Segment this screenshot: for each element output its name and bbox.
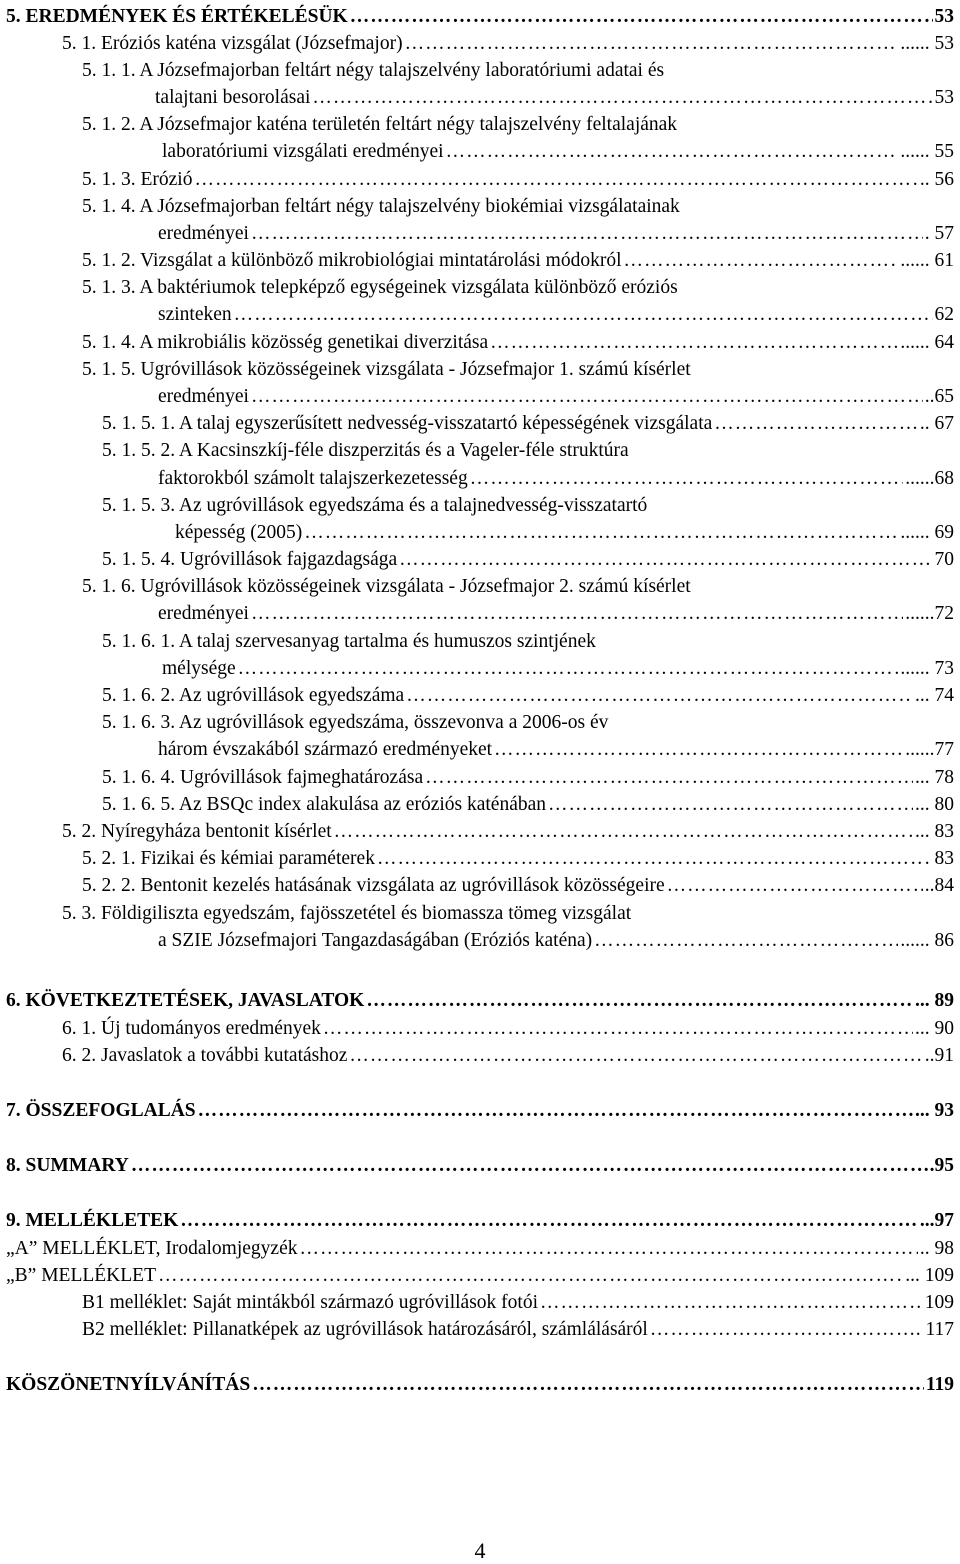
toc-entry: [0, 466, 960, 492]
toc-entry: [0, 4, 960, 30]
toc-entry-page: 70: [934, 549, 954, 570]
toc-entry: [0, 357, 960, 383]
toc-entry-page: ... 83: [915, 821, 954, 842]
toc-entry-title: 6. 2. Javaslatok a további kutatáshoz: [62, 1045, 348, 1066]
toc-entry-title: 5. 2. 2. Bentonit kezelés hatásának vizsgálata az ugróvillások közösségeire: [82, 875, 665, 896]
toc-leader-dots: [470, 466, 904, 492]
toc-entry-page: ... 93: [915, 1100, 954, 1121]
toc-entry-title: 5. 2. Nyíregyháza bentonit kísérlet: [62, 821, 332, 842]
toc-leader-dots: [234, 302, 933, 328]
toc-entry-title: talajtani besorolásai: [155, 87, 311, 108]
toc-entry: [0, 737, 960, 763]
toc-entry: [0, 1317, 960, 1343]
toc-leader-dots: [180, 1208, 918, 1234]
toc-entry: [0, 846, 960, 872]
toc-entry-title: 5. 1. 6. 2. Az ugróvillások egyedszáma: [102, 685, 405, 706]
toc-leader-dots: [251, 384, 923, 410]
toc-leader-dots: [406, 683, 913, 709]
toc-entry-title: eredményei: [158, 223, 249, 244]
toc-leader-dots: [446, 139, 899, 165]
toc-entry-title: eredményei: [158, 603, 249, 624]
toc-leader-dots: [594, 928, 898, 954]
toc-leader-dots: [494, 737, 903, 763]
toc-entry-page: ...... 64: [900, 332, 954, 353]
toc-entry-page: ... 89: [915, 990, 954, 1011]
toc-leader-dots: [624, 248, 899, 274]
toc-entry: [0, 58, 960, 84]
toc-leader-dots: [252, 1372, 924, 1398]
toc-leader-dots: [323, 1016, 913, 1042]
toc-entry-title: 5. 1. 2. A Józsefmajor katéna területén feltárt négy talajszelvény feltalajának: [82, 114, 678, 135]
toc-entry-title: képesség (2005): [175, 522, 303, 543]
toc-entry-title: 5. 2. 1. Fizikai és kémiai paraméterek: [82, 848, 375, 869]
toc-entry-title: laboratóriumi vizsgálati eredményei: [162, 141, 444, 162]
toc-leader-dots: [251, 601, 903, 627]
toc-entry-page: ... 109: [905, 1265, 954, 1286]
toc-leader-dots: [304, 520, 898, 546]
toc-entry: [0, 1043, 960, 1069]
toc-entry-page: ... 78: [915, 767, 954, 788]
toc-entry: [0, 1372, 960, 1398]
toc-leader-dots: [405, 31, 899, 57]
toc-entry-page: ...... 73: [900, 658, 954, 679]
toc-entry: [0, 167, 960, 193]
toc-leader-dots: [714, 411, 918, 437]
toc-entry: [0, 765, 960, 791]
toc-leader-dots: [198, 1098, 913, 1124]
toc-leader-dots: [131, 1153, 928, 1179]
toc-leader-dots: [238, 656, 899, 682]
toc-entry-page: ..91: [924, 1045, 954, 1066]
toc-entry: [0, 302, 960, 328]
toc-leader-dots: [650, 1317, 914, 1343]
toc-entry: [0, 1016, 960, 1042]
toc-entry-title: 5. 1. 5. 2. A Kacsinszkíj-féle diszperzitás és a Vageler-féle struktúra: [102, 440, 629, 461]
toc-entry: [0, 31, 960, 57]
toc-leader-dots: [548, 792, 913, 818]
page-number: 4: [474, 1538, 486, 1563]
toc-entry-page: ...... 86: [900, 930, 954, 951]
toc-entry-page: .95: [929, 1155, 954, 1176]
toc-leader-dots: [349, 1043, 922, 1069]
toc-leader-dots: [299, 1236, 917, 1262]
toc-entry-title: 5. 1. 4. A Józsefmajorban feltárt négy talajszelvény biokémiai vizsgálatainak: [82, 196, 680, 217]
toc-leader-dots: [350, 4, 933, 30]
toc-entry-title: 5. 1. 3. Erózió: [82, 169, 193, 190]
toc-entry-page: ... 90: [915, 1018, 954, 1039]
toc-entry-page: ... 74: [915, 685, 954, 706]
toc-entry-page: ...97: [919, 1210, 954, 1231]
toc-entry: [0, 601, 960, 627]
toc-entry: [0, 710, 960, 736]
toc-entry-title: 5. 1. 6. 3. Az ugróvillások egyedszáma, összevonva a 2006-os év: [102, 712, 609, 733]
toc-entry-title: szinteken: [158, 304, 232, 325]
toc-entry-title: 5. 1. Eróziós katéna vizsgálat (Józsefmajor): [62, 33, 403, 54]
toc-entry-page: ..84: [924, 875, 954, 896]
toc-entry-page: 53: [934, 87, 954, 108]
toc-entry-title: 5. 1. 2. Vizsgálat a különböző mikrobiológiai mintatárolási módokról: [82, 250, 622, 271]
toc-entry-title: B2 melléklet: Pillanatképek az ugróvillások határozásáról, számlálásáról: [82, 1319, 648, 1340]
toc-entry: [0, 988, 960, 1014]
toc-entry-title: 5. 1. 5. 4. Ugróvillások fajgazdagsága: [102, 549, 398, 570]
toc-entry-page: 62: [934, 304, 954, 325]
toc-entry-page: . 117: [915, 1319, 954, 1340]
toc-entry-title: B1 melléklet: Saját mintákból származó ugróvillások fotói: [82, 1292, 538, 1313]
toc-entry: [0, 411, 960, 437]
toc-entry: [0, 901, 960, 927]
toc-entry-page: ...... 55: [900, 141, 954, 162]
toc-leader-dots: [540, 1290, 923, 1316]
toc-entry-page: ......77: [905, 739, 954, 760]
toc-entry: [0, 139, 960, 165]
toc-entry-title: 7. ÖSSZEFOGLALÁS: [6, 1100, 196, 1121]
toc-entry-title: „A” MELLÉKLET, Irodalomjegyzék: [6, 1238, 298, 1259]
toc-entry: [0, 493, 960, 519]
toc-entry-page: ......72: [905, 603, 954, 624]
toc-entry-title: 5. 1. 3. A baktériumok telepképző egységeinek vizsgálata különböző eróziós: [82, 277, 678, 298]
toc-entry: [0, 1290, 960, 1316]
toc-entry: [0, 1208, 960, 1234]
toc-entry-page: ...... 53: [900, 33, 954, 54]
toc-entry: [0, 1263, 960, 1289]
toc-leader-dots: [377, 846, 923, 872]
toc-entry: [0, 792, 960, 818]
toc-entry-title: 8. SUMMARY: [6, 1155, 129, 1176]
toc-entry-title: 5. 1. 6. 4. Ugróvillások fajmeghatározása: [102, 767, 424, 788]
toc-entry: [0, 928, 960, 954]
toc-entry-page: ...... 69: [900, 522, 954, 543]
toc-entry-title: 5. 1. 5. 3. Az ugróvillások egyedszáma és a talajnedvesség-visszatartó: [102, 495, 648, 516]
toc-entry: [0, 194, 960, 220]
toc-entry-title: 5. 1. 6. Ugróvillások közösségeinek vizsgálata - Józsefmajor 2. számú kísérlet: [82, 576, 691, 597]
toc-entry: [0, 629, 960, 655]
toc-entry: [0, 574, 960, 600]
toc-entry: [0, 819, 960, 845]
toc-entry-page: ..65: [924, 386, 954, 407]
toc-entry-page: 109: [924, 1292, 954, 1313]
toc-entry: [0, 275, 960, 301]
toc-entry-title: „B” MELLÉKLET: [6, 1265, 156, 1286]
toc-entry-page: 119: [925, 1374, 954, 1395]
toc-entry-page: .. 67: [919, 413, 954, 434]
toc-leader-dots: [251, 221, 923, 247]
toc-entry: [0, 873, 960, 899]
toc-entry-title: 5. 3. Földigiliszta egyedszám, fajösszetétel és biomassza tömeg vizsgálat: [62, 903, 632, 924]
toc-entry: [0, 1098, 960, 1124]
toc-entry-title: 5. 1. 6. 5. Az BSQc index alakulása az eróziós katénában: [102, 794, 547, 815]
toc-entry-title: faktorokból számolt talajszerkezetesség: [158, 468, 468, 489]
toc-leader-dots: [490, 330, 898, 356]
toc-entry-title: három évszakából származó eredményeket: [158, 739, 493, 760]
toc-entry: [0, 85, 960, 111]
toc-entry-title: eredményei: [158, 386, 249, 407]
toc-entry-title: 6. 1. Új tudományos eredmények: [62, 1018, 321, 1039]
toc-entry: [0, 438, 960, 464]
toc-leader-dots: [667, 873, 923, 899]
toc-entry: [0, 683, 960, 709]
toc-entry-page: .. 98: [919, 1238, 954, 1259]
toc-entry: [0, 248, 960, 274]
toc-leader-dots: [312, 85, 932, 111]
toc-entry: [0, 547, 960, 573]
toc-entry: [0, 520, 960, 546]
toc-entry-title: 5. 1. 6. 1. A talaj szervesanyag tartalma és humuszos szintjének: [102, 631, 596, 652]
toc-entry: [0, 656, 960, 682]
toc-leader-dots: [425, 765, 913, 791]
toc-entry-page: ......68: [905, 468, 954, 489]
toc-entry-title: mélysége: [162, 658, 236, 679]
toc-leader-dots: [158, 1263, 903, 1289]
toc-entry-title: 6. KÖVETKEZTETÉSEK, JAVASLATOK: [6, 990, 365, 1011]
toc-entry: [0, 112, 960, 138]
toc-entry-title: 9. MELLÉKLETEK: [6, 1210, 179, 1231]
toc-entry: [0, 1153, 960, 1179]
toc-leader-dots: [366, 988, 913, 1014]
toc-entry-page: ...... 61: [900, 250, 954, 271]
toc-entry-title: 5. 1. 1. A Józsefmajorban feltárt négy talajszelvény laboratóriumi adatai és: [82, 60, 665, 81]
toc-entry-page: 53: [934, 6, 954, 27]
toc-entry-title: 5. 1. 4. A mikrobiális közösség genetikai diverzitása: [82, 332, 489, 353]
toc-entry-title: 5. 1. 5. 1. A talaj egyszerűsített nedvesség-visszatartó képességének vizsgálata: [102, 413, 713, 434]
toc-entry-title: a SZIE Józsefmajori Tangazdaságában (Eróziós katéna): [158, 930, 593, 951]
toc-entry-page: . 57: [924, 223, 954, 244]
toc-entry-title: 5. EREDMÉNYEK ÉS ÉRTÉKELÉSÜK: [6, 6, 348, 27]
toc-leader-dots: [334, 819, 913, 845]
toc-entry-title: KÖSZÖNETNYÍLVÁNÍTÁS: [6, 1374, 251, 1395]
toc-entry-page: . 83: [924, 848, 954, 869]
toc-entry: [0, 1236, 960, 1262]
toc-entry: [0, 330, 960, 356]
toc-entry: [0, 221, 960, 247]
toc-entry-page: .. 56: [919, 169, 954, 190]
toc-entry: [0, 384, 960, 410]
toc-leader-dots: [194, 167, 917, 193]
toc-leader-dots: [399, 547, 932, 573]
toc-entry-page: ... 80: [915, 794, 954, 815]
toc-entry-title: 5. 1. 5. Ugróvillások közösségeinek vizsgálata - Józsefmajor 1. számú kísérlet: [82, 359, 691, 380]
